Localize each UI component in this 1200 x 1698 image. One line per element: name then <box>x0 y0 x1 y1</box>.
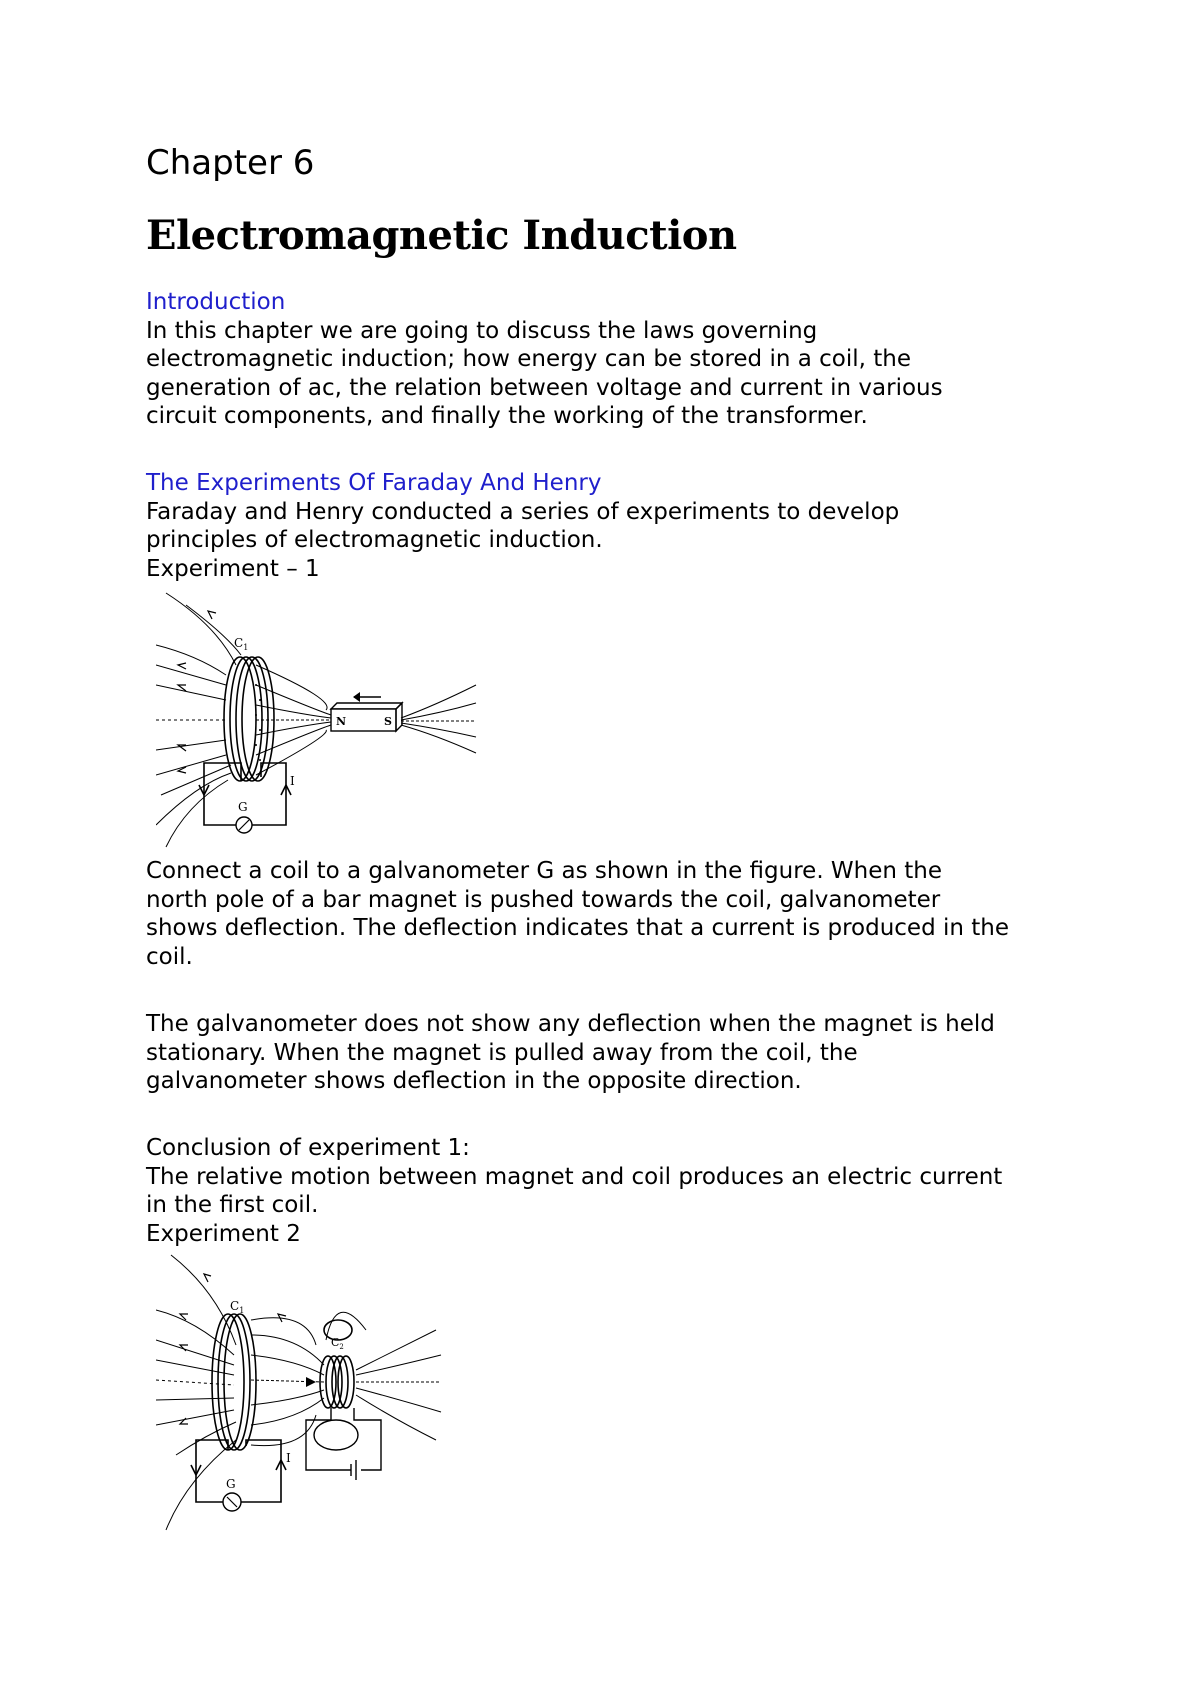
intro-line: In this chapter we are going to discuss the laws governing <box>146 317 818 344</box>
coil-magnet-diagram <box>156 585 486 855</box>
intro-heading: Introduction <box>146 289 286 315</box>
intro-line: electromagnetic induction; how energy can be stored in a coil, the <box>146 346 912 372</box>
page-title: Electromagnetic Induction <box>146 212 737 259</box>
text-line: in the first coil. <box>146 1192 319 1218</box>
text-line: coil. <box>146 943 193 970</box>
exp1-paragraph-2 <box>146 1010 995 1096</box>
galvanometer <box>236 800 252 833</box>
text-line: stationary. When the magnet is pulled away from the coil, the <box>146 1039 858 1066</box>
coil-label: $C_1$ <box>234 636 249 652</box>
text-line: galvanometer shows deflection in the opposite direction. <box>146 1068 802 1094</box>
field-lines <box>156 1255 441 1530</box>
exp1-paragraph-1 <box>146 857 1009 971</box>
conclusion-label: Conclusion of experiment 1: <box>146 1135 470 1161</box>
intro-section <box>146 288 943 431</box>
coil-c2 <box>320 1320 354 1408</box>
battery-circuit <box>306 1408 381 1480</box>
conclusion-1 <box>146 1134 1002 1248</box>
magnet-south-label: S <box>384 715 392 728</box>
figure-experiment-2 <box>156 1250 456 1544</box>
galvanometer-label: G <box>238 800 248 814</box>
text-line: north pole of a bar magnet is pushed towards the coil, galvanometer <box>146 886 941 913</box>
galvanometer <box>223 1477 241 1511</box>
experiment2-label: Experiment 2 <box>146 1220 301 1247</box>
bar-magnet <box>331 692 402 731</box>
faraday-heading: The Experiments Of Faraday And Henry <box>146 470 602 496</box>
figure-experiment-1 <box>156 585 486 859</box>
magnet-north-label: N <box>336 715 347 728</box>
experiment1-label: Experiment – 1 <box>146 555 320 582</box>
faraday-line: Faraday and Henry conducted a series of experiments to develop <box>146 498 900 525</box>
faraday-line: principles of electromagnetic induction. <box>146 527 603 553</box>
text-line: Connect a coil to a galvanometer G as shown in the figure. When the <box>146 858 943 884</box>
galvanometer-label: G <box>226 1477 236 1491</box>
text-line: The relative motion between magnet and coil produces an electric current <box>146 1163 1003 1190</box>
current-label: I <box>286 1451 291 1465</box>
two-coil-diagram <box>156 1250 456 1540</box>
current-label: I <box>290 774 295 788</box>
text-line: The galvanometer does not show any deflection when the magnet is held <box>146 1011 995 1037</box>
text-line: shows deflection. The deflection indicates that a current is produced in the <box>146 915 1010 941</box>
coil2-label: $C_2$ <box>331 1336 344 1351</box>
coil1-label: $C_1$ <box>230 1299 245 1315</box>
intro-line: circuit components, and finally the working of the transformer. <box>146 403 868 429</box>
chapter-label: Chapter 6 <box>146 143 315 183</box>
intro-line: generation of ac, the relation between voltage and current in various <box>146 374 943 401</box>
field-arrows <box>178 611 216 773</box>
faraday-section <box>146 469 899 583</box>
field-arrows <box>180 1274 286 1424</box>
